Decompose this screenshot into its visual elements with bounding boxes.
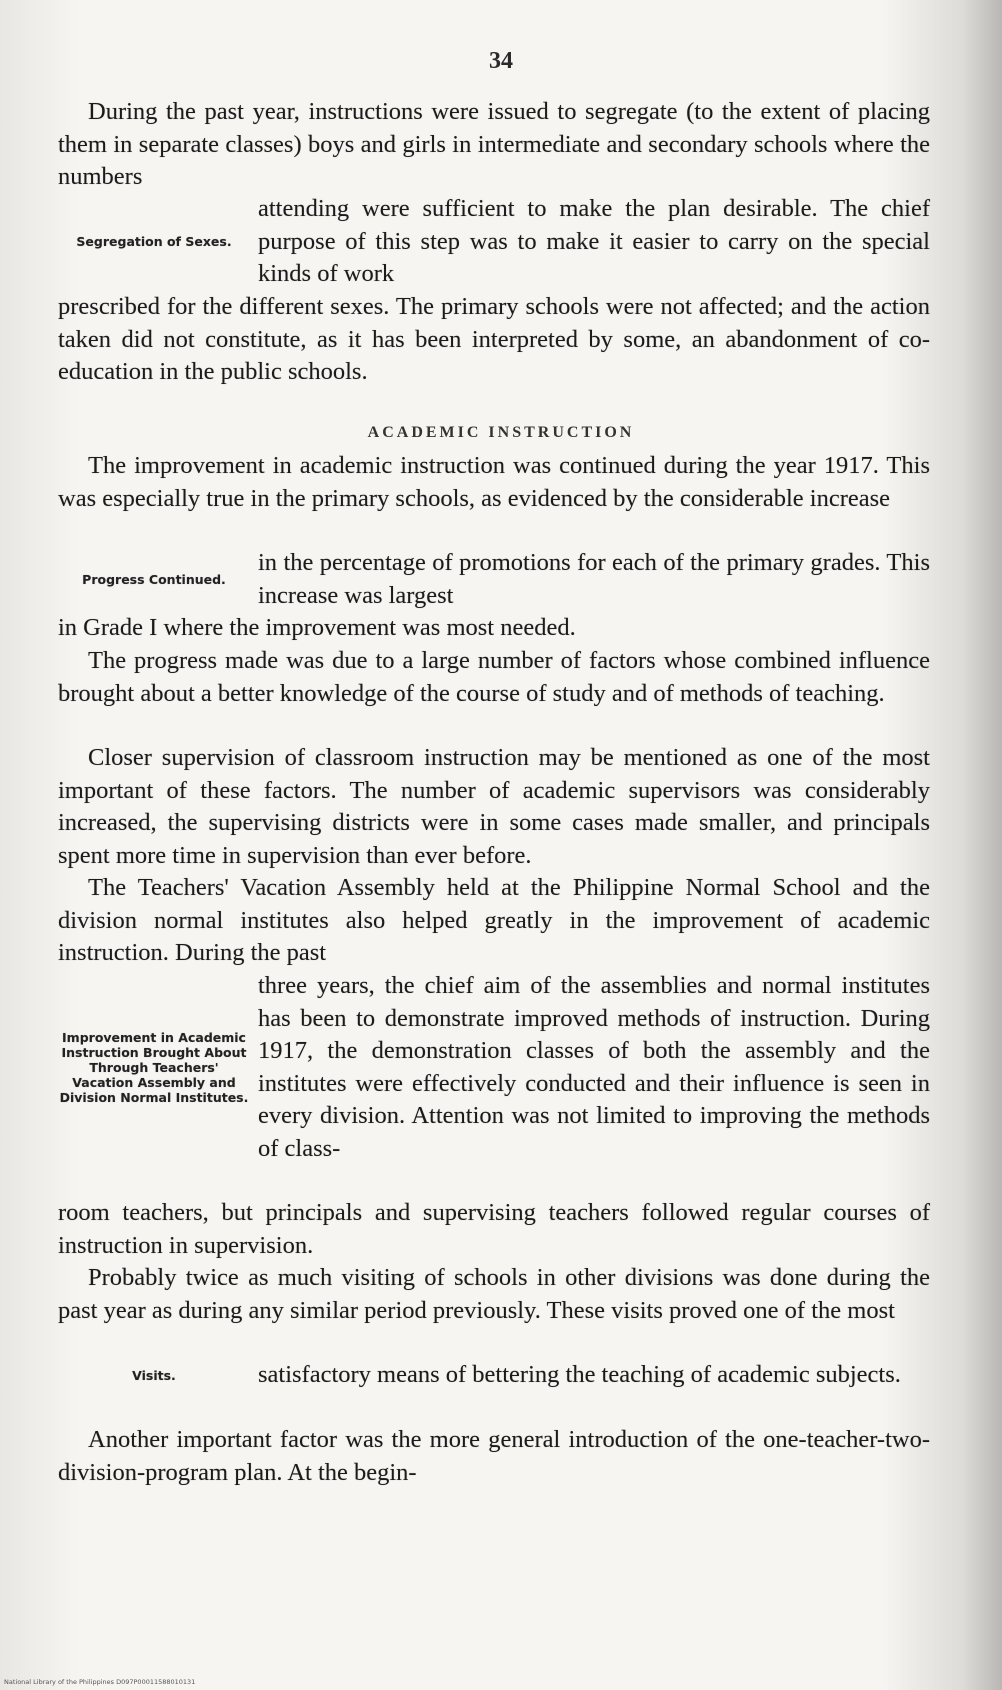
paragraph-assembly-indented: three years, the chief aim of the assemblies and normal institutes has been to demonstrate improved methods of instruction. During 1917, the demonstration classes of both the assembly and the institutes were effectively conducted and their influence is seen in every division. Attention was not limited to improving the methods of class- <box>258 972 930 1162</box>
margin-note-progress: Progress Continued. <box>82 572 226 587</box>
paragraph-progress-indented: in the percentage of promotions for each of the primary grades. This increase was largest <box>258 549 930 609</box>
paragraph-visits-lead: Probably twice as much visiting of schools in other divisions was done during the past year as during any similar period previously. These visits proved one of the most <box>58 1264 930 1324</box>
margin-note-segregation: Segregation of Sexes. <box>76 234 232 250</box>
paragraph-factors: The progress made was due to a large number of factors whose combined influence brought about a better knowledge of the course of study and of methods of teaching. <box>58 647 930 707</box>
margin-note-visits: Visits. <box>132 1367 176 1383</box>
footer-credit: National Library of the Philippines D097P00011588010131 <box>4 1678 196 1686</box>
paragraph-program-plan: Another important factor was the more general introduction of the one-teacher-two-division-program plan. At the begin- <box>58 1426 930 1486</box>
side-block-progress <box>58 547 930 612</box>
side-block-visits <box>58 1359 930 1392</box>
paragraph-visits-indented: satisfactory means of bettering the teaching of academic subjects. <box>258 1361 901 1388</box>
side-block-improvement <box>58 970 930 1165</box>
paragraph-segregation-tail: prescribed for the different sexes. The primary schools were not affected; and the action taken did not constitute, as it has been interpreted by some, an abandonment of co-education in the public schools. <box>58 293 930 385</box>
paragraph-progress-lead: The improvement in academic instruction was continued during the year 1917. This was especially true in the primary schools, as evidenced by the considerable increase <box>58 452 930 512</box>
side-block-segregation <box>58 193 930 291</box>
paragraph-assembly-tail: room teachers, but principals and supervising teachers followed regular courses of instruction in supervision. <box>58 1199 930 1259</box>
margin-note-improvement: Improvement in Academic Instruction Brought About Through Teachers' Vacation Assembly and Division Normal Institutes. <box>59 1030 249 1105</box>
section-heading-academic: ACADEMIC INSTRUCTION <box>367 424 635 441</box>
paragraph-segregation-lead: During the past year, instructions were issued to segregate (to the extent of placing them in separate classes) boys and girls in intermediate and secondary schools where the numbers <box>58 98 930 190</box>
paragraph-supervision: Closer supervision of classroom instruction may be mentioned as one of the most important of these factors. The number of academic supervisors was considerably increased, the supervising districts were in some cases made smaller, and principals spent more time in supervision than ever before. <box>58 744 930 869</box>
page-number: 34 <box>489 48 513 74</box>
paragraph-progress-tail: in Grade I where the improvement was most needed. <box>58 614 576 641</box>
paragraph-assembly-lead: The Teachers' Vacation Assembly held at the Philippine Normal School and the division normal institutes also helped greatly in the improvement of academic instruction. During the past <box>58 874 930 966</box>
paragraph-segregation-indented: attending were sufficient to make the plan desirable. The chief purpose of this step was to make it easier to carry on the special kinds of work <box>258 195 930 287</box>
